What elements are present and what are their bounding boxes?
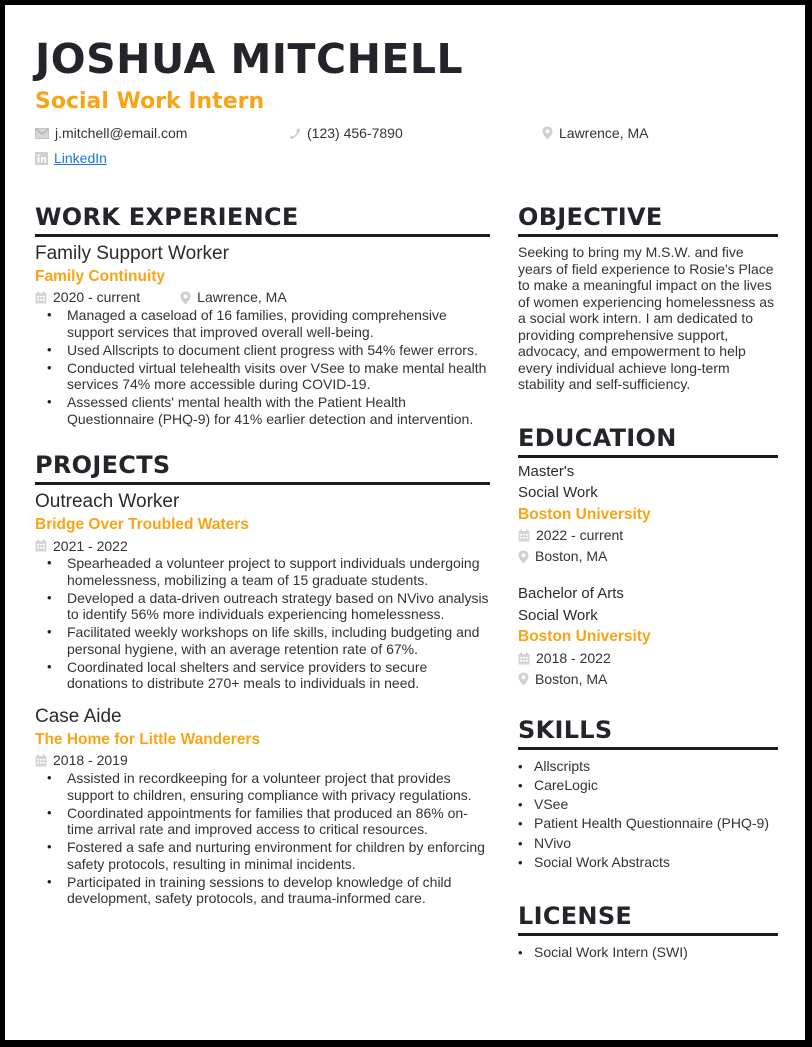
bullet-item: • Managed a caseload of 16 families, providing comprehensive support services that improved overall well-being.	[67, 307, 490, 340]
job-dates	[35, 289, 140, 306]
left-column	[35, 205, 490, 908]
skills-heading: SKILLS	[518, 718, 778, 750]
project-bullets	[67, 555, 490, 692]
school: Boston University	[518, 505, 651, 523]
education-location	[518, 546, 778, 567]
bullet-item: • Coordinated local shelters and service providers to secure donations to distribute 270+ meals to individuals in need.	[67, 659, 490, 692]
job-entry	[35, 243, 490, 427]
project-meta	[35, 752, 490, 769]
job-title: Family Support Worker	[35, 243, 229, 264]
education-entry	[518, 461, 778, 568]
email-text: j.mitchell@email.com	[55, 125, 188, 141]
job-meta	[35, 289, 490, 306]
resume-page	[5, 5, 805, 1040]
degree: Master's	[518, 462, 575, 480]
project-bullets	[67, 770, 490, 907]
bullet-item: • Participated in training sessions to develop knowledge of child development, safety protocols, and trauma-informed care.	[67, 874, 490, 907]
work-experience-heading: WORK EXPERIENCE	[35, 205, 490, 237]
job-location	[180, 289, 286, 306]
location-text: Lawrence, MA	[559, 125, 649, 141]
skill-item: • Social Work Abstracts	[534, 853, 778, 872]
license-heading: LICENSE	[518, 904, 778, 936]
objective-section	[518, 205, 778, 393]
job-location-text: Lawrence, MA	[197, 289, 287, 306]
contact-email	[35, 126, 187, 140]
project-meta	[35, 538, 490, 555]
objective-text: Seeking to bring my M.S.W. and five years of field experience to Rosie's Place to make a meaningful impact on the lives of women experiencing homelessness as a social work intern. I am dedicated to providing comprehensive support, advocacy, and empowerment to help every individual achieve long-term stability and self-sufficiency.	[518, 244, 775, 392]
project-dates-text: 2021 - 2022	[53, 537, 128, 554]
field: Social Work	[518, 484, 598, 501]
school: Boston University	[518, 628, 651, 645]
bullet-item: • Developed a data-driven outreach strategy based on NVivo analysis to identify 56% more individuals experiencing homelessness.	[67, 590, 490, 623]
projects-section	[35, 453, 490, 906]
linkedin-icon	[35, 152, 48, 165]
map-pin-icon	[180, 291, 191, 305]
map-pin-icon	[542, 126, 553, 140]
skill-item: • VSee	[534, 795, 778, 814]
calendar-icon	[35, 754, 47, 767]
bullet-item: • Assessed clients' mental health with the Patient Health Questionnaire (PHQ-9) for 41% earlier detection and intervention.	[67, 394, 490, 427]
education-dates-text: 2022 - current	[536, 527, 624, 543]
right-column	[518, 205, 778, 963]
bullet-item: • Spearheaded a volunteer project to support individuals undergoing homelessness, mobilizing a team of 15 graduate students.	[67, 555, 490, 588]
license-list	[534, 943, 778, 962]
job-dates-text: 2020 - current	[53, 289, 141, 306]
calendar-icon	[35, 539, 47, 552]
candidate-title: Social Work Intern	[35, 89, 265, 114]
license-item: • Social Work Intern (SWI)	[534, 943, 778, 962]
education-heading: EDUCATION	[518, 426, 778, 458]
bullet-item: • Conducted virtual telehealth visits over VSee to make mental health services 74% more accessible during COVID-19.	[67, 360, 490, 393]
education-entry	[518, 583, 778, 690]
education-dates	[518, 648, 778, 669]
skills-section	[518, 715, 778, 873]
map-pin-icon	[518, 672, 529, 686]
candidate-name: JOSHUA MITCHELL	[35, 35, 464, 83]
project-title: Outreach Worker	[35, 491, 180, 513]
degree: Bachelor of Arts	[518, 585, 624, 602]
job-org: Family Continuity	[35, 267, 166, 285]
bullet-item: • Fostered a safe and nurturing environment for children by enforcing safety protocols, resulting in minimal incidents.	[67, 839, 490, 872]
map-pin-icon	[518, 550, 529, 564]
project-entry	[35, 491, 490, 692]
bullet-item: • Facilitated weekly workshops on life skills, including budgeting and personal hygiene, with an average retention rate of 67%.	[67, 624, 490, 657]
skill-item: • NVivo	[534, 834, 778, 853]
project-entry	[35, 706, 490, 907]
skill-item: • CareLogic	[534, 776, 778, 795]
education-location-text: Boston, MA	[535, 548, 608, 564]
bullet-item: • Used Allscripts to document client progress with 54% fewer errors.	[67, 342, 490, 359]
phone-icon	[288, 127, 301, 140]
education-section	[518, 423, 778, 690]
calendar-icon	[518, 529, 530, 542]
bullet-item: • Assisted in recordkeeping for a volunteer project that provides support to children, ensuring compliance with privacy regulations.	[67, 770, 490, 803]
education-location-text: Boston, MA	[535, 670, 608, 687]
field: Social Work	[518, 606, 598, 624]
education-location	[518, 669, 778, 690]
project-dates-text: 2018 - 2019	[53, 752, 128, 769]
job-bullets	[67, 307, 490, 427]
contact-location	[542, 126, 648, 140]
project-org: The Home for Little Wanderers	[35, 730, 261, 748]
education-dates	[518, 525, 778, 546]
projects-heading: PROJECTS	[35, 453, 490, 485]
work-experience-section	[35, 205, 490, 427]
linkedin-link[interactable]: LinkedIn	[54, 150, 107, 166]
education-dates-text: 2018 - 2022	[536, 649, 611, 666]
contact-linkedin	[35, 151, 107, 165]
calendar-icon	[518, 652, 530, 665]
calendar-icon	[35, 291, 47, 304]
objective-heading: OBJECTIVE	[518, 205, 778, 237]
phone-text: (123) 456-7890	[307, 125, 403, 141]
skill-item: • Allscripts	[534, 757, 778, 776]
project-dates	[35, 538, 128, 555]
envelope-icon	[35, 128, 49, 139]
bullet-item: • Coordinated appointments for families that produced an 86% on-time arrival rate and improved access to critical resources.	[67, 805, 490, 838]
project-title: Case Aide	[35, 705, 122, 727]
skills-list	[534, 757, 778, 873]
project-dates	[35, 752, 128, 769]
contact-phone	[288, 126, 403, 140]
skill-item: • Patient Health Questionnaire (PHQ-9)	[534, 814, 778, 833]
project-org: Bridge Over Troubled Waters	[35, 515, 249, 533]
license-section	[518, 904, 778, 962]
